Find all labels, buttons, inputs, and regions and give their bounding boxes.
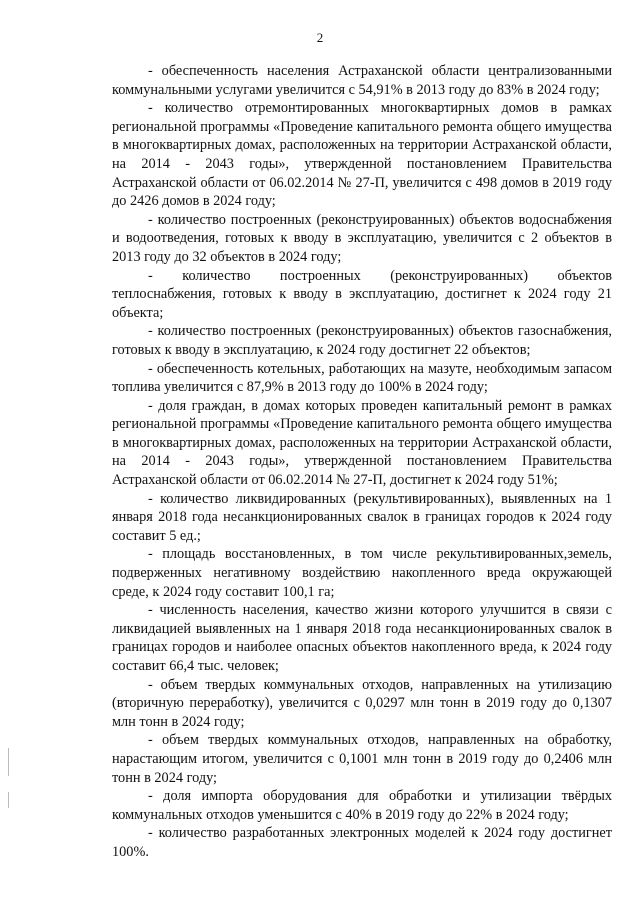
paragraph-repaired-houses: - количество отремонтированных многоквартирных домов в рамках региональной программы «Проведение капитального ремонта общего имущества в многоквартирных домах, расположенных на территории Астраханской области, на 2014 - 2043 годы», утвержденной постановлением Правительства Астраханской области от 06.02.2014 № 27-П, увеличится с 498 домов в 2019 году до 2426 домов в 2024 году; [112, 100, 612, 210]
scan-artifact [8, 792, 9, 808]
paragraph-waste-processing: - объем твердых коммунальных отходов, направленных на обработку, нарастающим итогом, увеличится с 0,1001 млн тонн в 2019 году до 0,2406 млн тонн в 2024 году; [112, 732, 612, 786]
paragraph-heat-objects: - количество построенных (реконструированных) объектов теплоснабжения, готовых к вводу в эксплуатацию, достигнет к 2024 году 21 объекта; [112, 267, 612, 321]
paragraph-water-objects: - количество построенных (реконструированных) объектов водоснабжения и водоотведения, готовых к вводу в эксплуатацию, увеличится с 2 объектов в 2013 году до 32 объектов в 2024 году; [112, 211, 612, 265]
paragraph-fuel-reserve: - обеспеченность котельных, работающих на мазуте, необходимым запасом топлива увеличится с 87,9% в 2013 году до 100% в 2024 году; [112, 360, 612, 396]
paragraph-citizens-share: - доля граждан, в домах которых проведен капитальный ремонт в рамках региональной программы «Проведение капитального ремонта общего имущества в многоквартирных домах, расположенных на территории Астраханской области, на 2014 - 2043 годы», утвержденной постановлением Правительства Астраханской области от 06.02.2014 № 27-П, достигнет к 2024 году 51%; [112, 397, 612, 489]
paragraph-gas-objects: - количество построенных (реконструированных) объектов газоснабжения, готовых к вводу в эксплуатацию, к 2024 году достигнет 22 объектов; [112, 323, 612, 358]
document-body [112, 62, 612, 862]
scan-artifact [8, 748, 9, 776]
paragraph-restored-land: - площадь восстановленных, в том числе рекультивированных,земель, подверженных негативному воздействию накопленного вреда окружающей среде, к 2024 году составит 100,1 га; [112, 546, 612, 600]
paragraph-waste-recycling: - объем твердых коммунальных отходов, направленных на утилизацию (вторичную переработку), увеличится с 0,0297 млн тонн в 2019 году до 0,1307 млн тонн в 2024 году; [112, 676, 612, 730]
page-number: 2 [316, 30, 324, 45]
paragraph-landfills: - количество ликвидированных (рекультивированных), выявленных на 1 января 2018 года несанкционированных свалок в границах городов к 2024 году составит 5 ед.; [112, 490, 612, 544]
paragraph-electronic-models: - количество разработанных электронных моделей к 2024 году достигнет 100%. [112, 825, 612, 860]
paragraph-population: - численность населения, качество жизни которого улучшится в связи с ликвидацией выявленных на 1 января 2018 года несанкционированных свалок в границах городов и наиболее опасных объектов накопленного вреда, к 2024 году составит 66,4 тыс. человек; [112, 602, 612, 674]
paragraph-equipment-import: - доля импорта оборудования для обработки и утилизации твёрдых коммунальных отходов уменьшится с 40% в 2019 году до 22% в 2024 году; [112, 788, 612, 823]
paragraph-utilities-coverage: - обеспеченность населения Астраханской области централизованными коммунальными услугами увеличится с 54,91% в 2013 году до 83% в 2024 году; [112, 63, 612, 98]
